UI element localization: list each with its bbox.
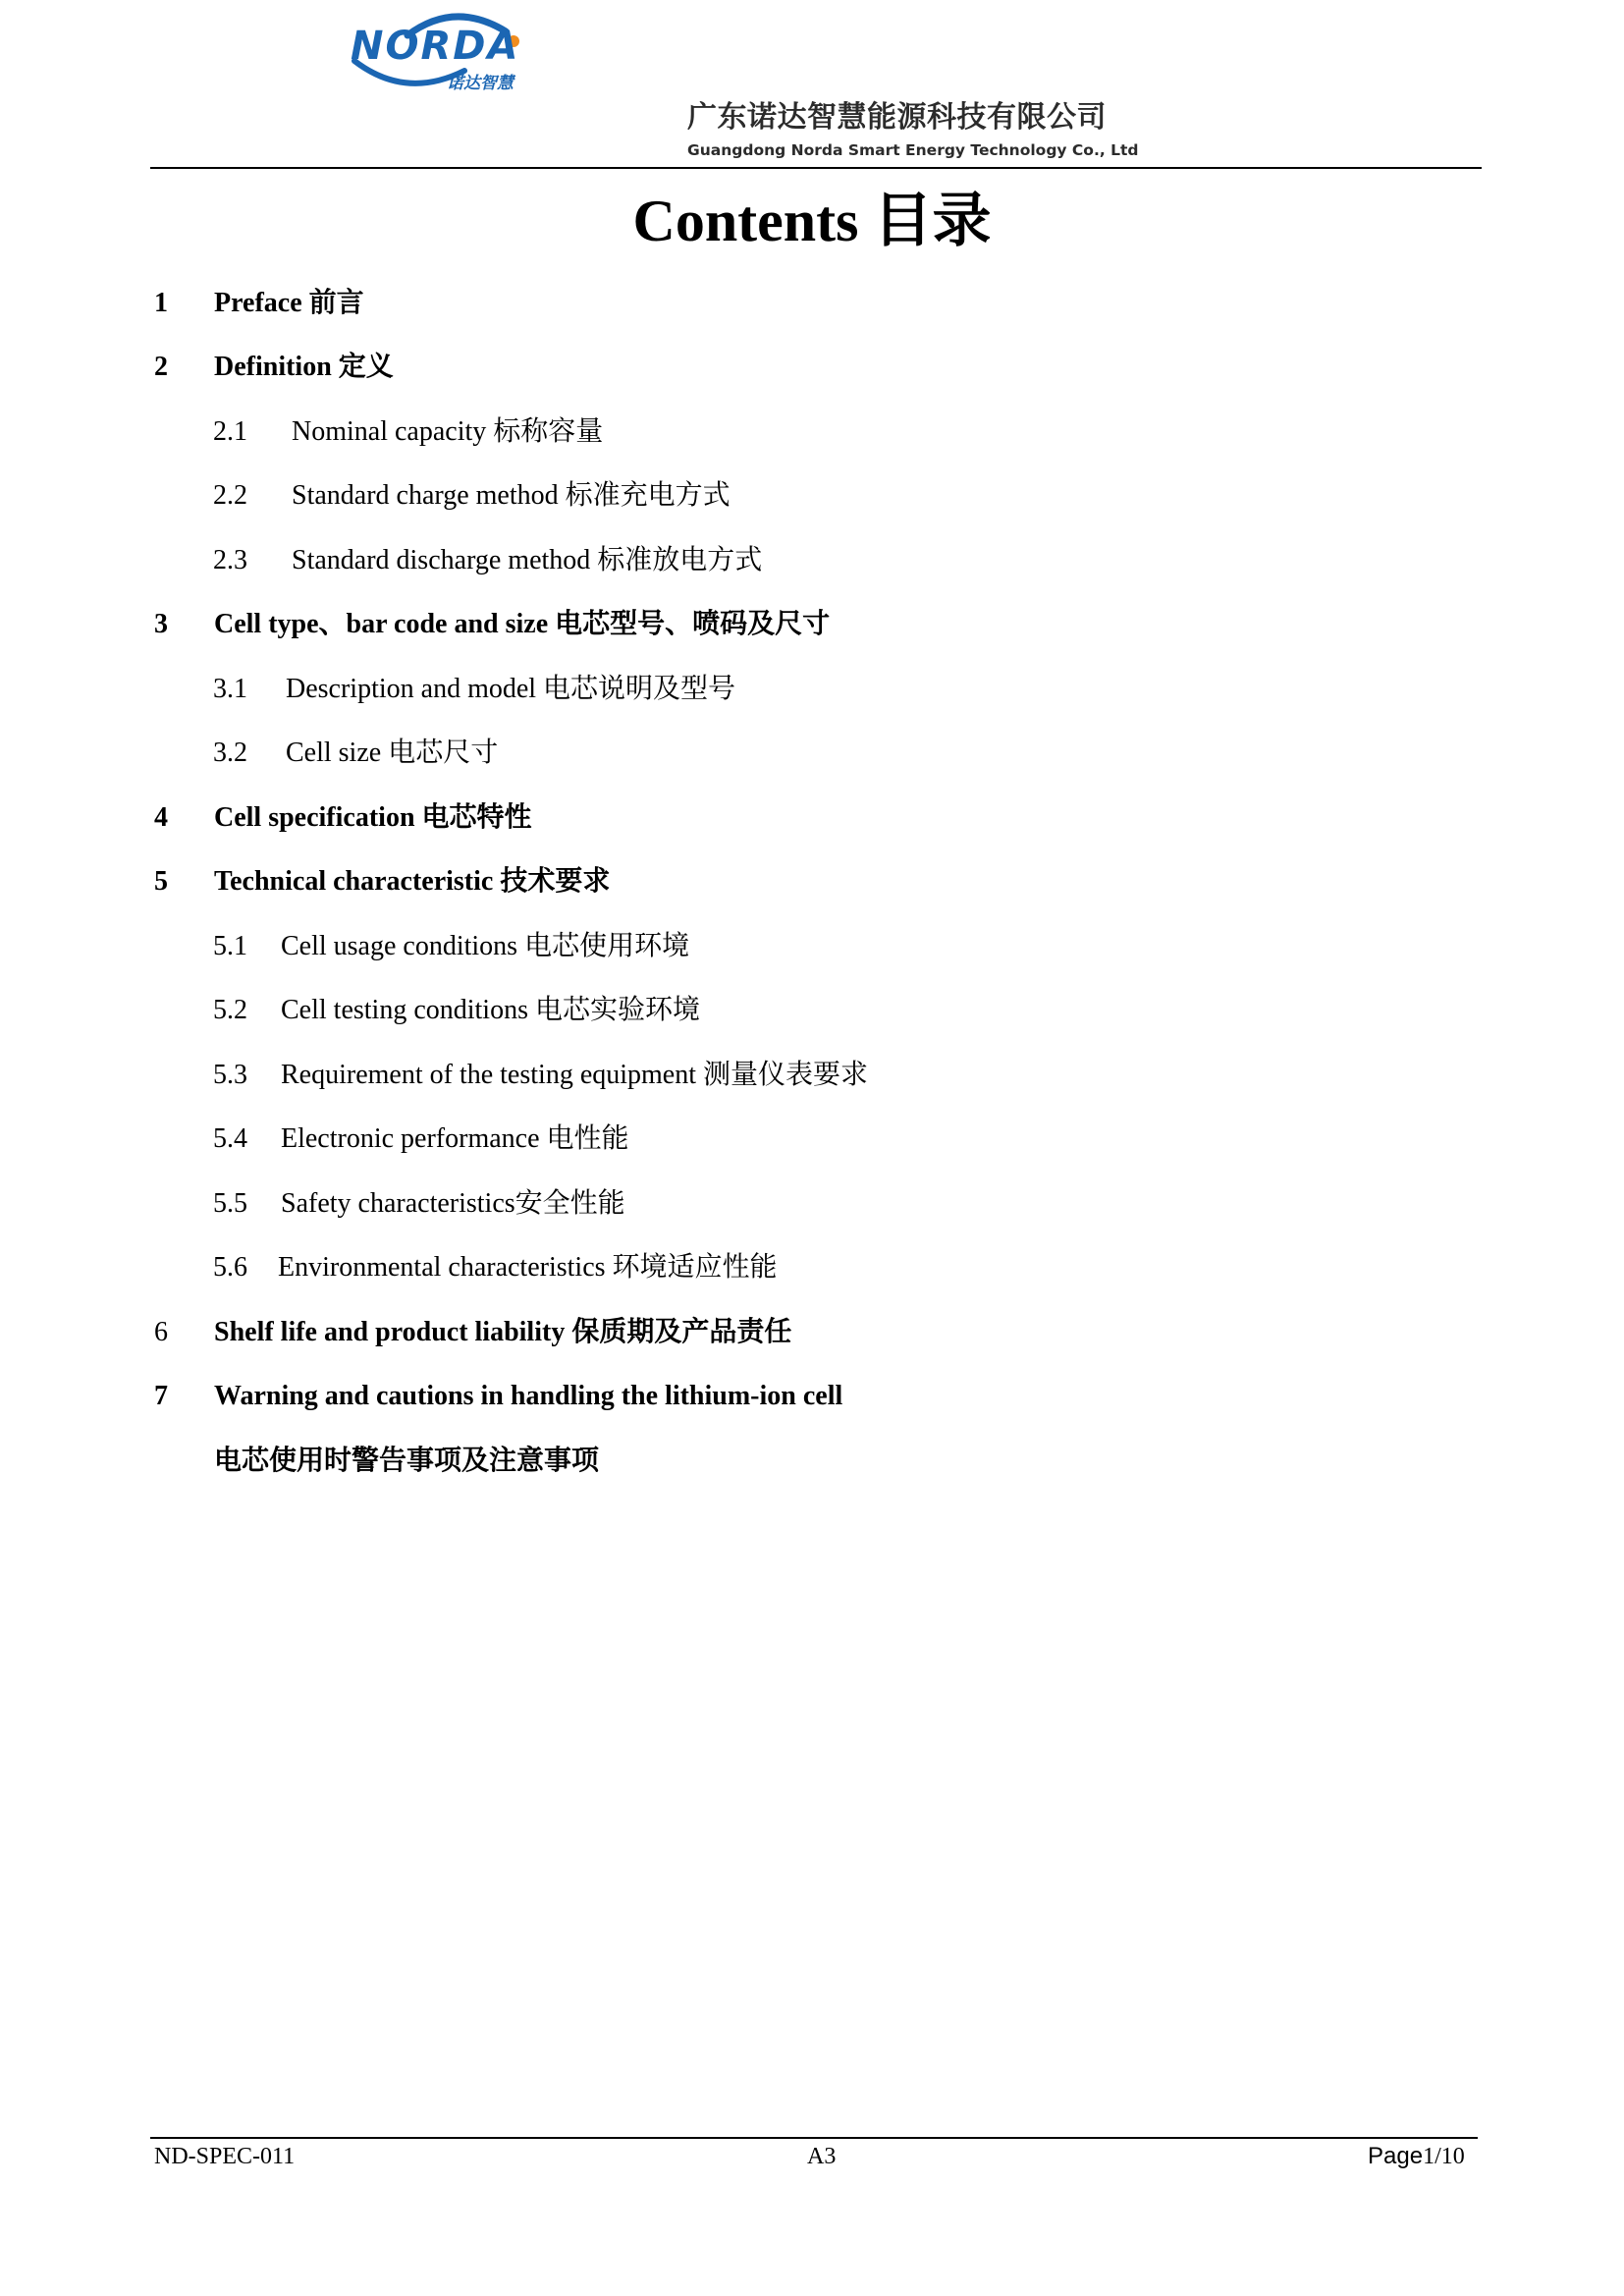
company-name-en: Guangdong Norda Smart Energy Technology Co., Ltd (687, 141, 1139, 159)
toc-entry-number: 5.2 (213, 995, 247, 1025)
toc-entry-number: 5.3 (213, 1060, 247, 1090)
toc-entry-text: Technical characteristic 技术要求 (214, 866, 611, 897)
toc-entry-number: 7 (154, 1381, 168, 1411)
toc-entry-text: Preface 前言 (214, 288, 364, 318)
toc-entry-number: 5.1 (213, 931, 247, 961)
toc-entry-text: Description and model 电芯说明及型号 (286, 674, 736, 704)
toc-entry-text: Cell specification 电芯特性 (214, 802, 532, 833)
header-rule (150, 167, 1482, 169)
toc-entry-text: Environmental characteristics 环境适应性能 (278, 1252, 778, 1283)
toc-entry-number: 3.1 (213, 674, 247, 704)
toc-entry-number: 5.5 (213, 1188, 247, 1219)
toc-entry-text: Cell usage conditions 电芯使用环境 (281, 931, 690, 961)
footer-rule (150, 2137, 1478, 2139)
toc-entry-text: Safety characteristics安全性能 (281, 1188, 625, 1219)
page-number: 1/10 (1423, 2144, 1465, 2169)
svg-text:NORDA: NORDA (351, 24, 520, 69)
toc-entry-text: Standard discharge method 标准放电方式 (292, 545, 763, 575)
toc-entry-text: Cell type、bar code and size 电芯型号、喷码及尺寸 (214, 609, 831, 639)
toc-entry-text: Requirement of the testing equipment 测量仪表要求 (281, 1060, 869, 1090)
toc-entry-text: 电芯使用时警告事项及注意事项 (214, 1446, 600, 1476)
page-title: Contents 目录 (632, 189, 992, 253)
toc-entry-number: 2.2 (213, 480, 247, 511)
toc-entry-text: Nominal capacity 标称容量 (292, 416, 604, 447)
toc-entry-text: Warning and cautions in handling the lithium-ion cell (214, 1381, 843, 1411)
toc-entry-text: Cell size 电芯尺寸 (286, 738, 499, 768)
toc-entry-number: 6 (154, 1317, 168, 1347)
toc-entry-text: Electronic performance 电性能 (281, 1123, 629, 1154)
norda-logo-icon (347, 2, 680, 90)
svg-text:诺达智慧: 诺达智慧 (447, 74, 514, 90)
toc-entry-text: Definition 定义 (214, 352, 394, 382)
toc-entry-number: 2.1 (213, 416, 247, 447)
toc-entry-number: 1 (154, 288, 168, 318)
company-name (687, 92, 1139, 159)
toc-entry-number: 5.6 (213, 1252, 247, 1283)
document-number: ND-SPEC-011 (154, 2144, 296, 2169)
toc-entry-number: 2 (154, 352, 168, 382)
toc-entry-number: 5 (154, 866, 168, 897)
paper-size: A3 (807, 2144, 837, 2169)
toc-entry-number: 3.2 (213, 738, 247, 768)
toc-entry-number: 2.3 (213, 545, 247, 575)
toc-entry-text: Cell testing conditions 电芯实验环境 (281, 995, 700, 1025)
toc-entry-number: 4 (154, 802, 168, 833)
page-label: Page (1368, 2143, 1424, 2169)
toc-entry-number: 3 (154, 609, 168, 639)
toc-entry-text: Shelf life and product liability 保质期及产品责任 (214, 1317, 792, 1347)
toc-entry-text: Standard charge method 标准充电方式 (292, 480, 731, 511)
toc-entry-number: 5.4 (213, 1123, 247, 1154)
page-indicator (1368, 2141, 1465, 2172)
norda-logo (347, 2, 680, 90)
company-name-cn: 广东诺达智慧能源科技有限公司 (687, 100, 1107, 135)
